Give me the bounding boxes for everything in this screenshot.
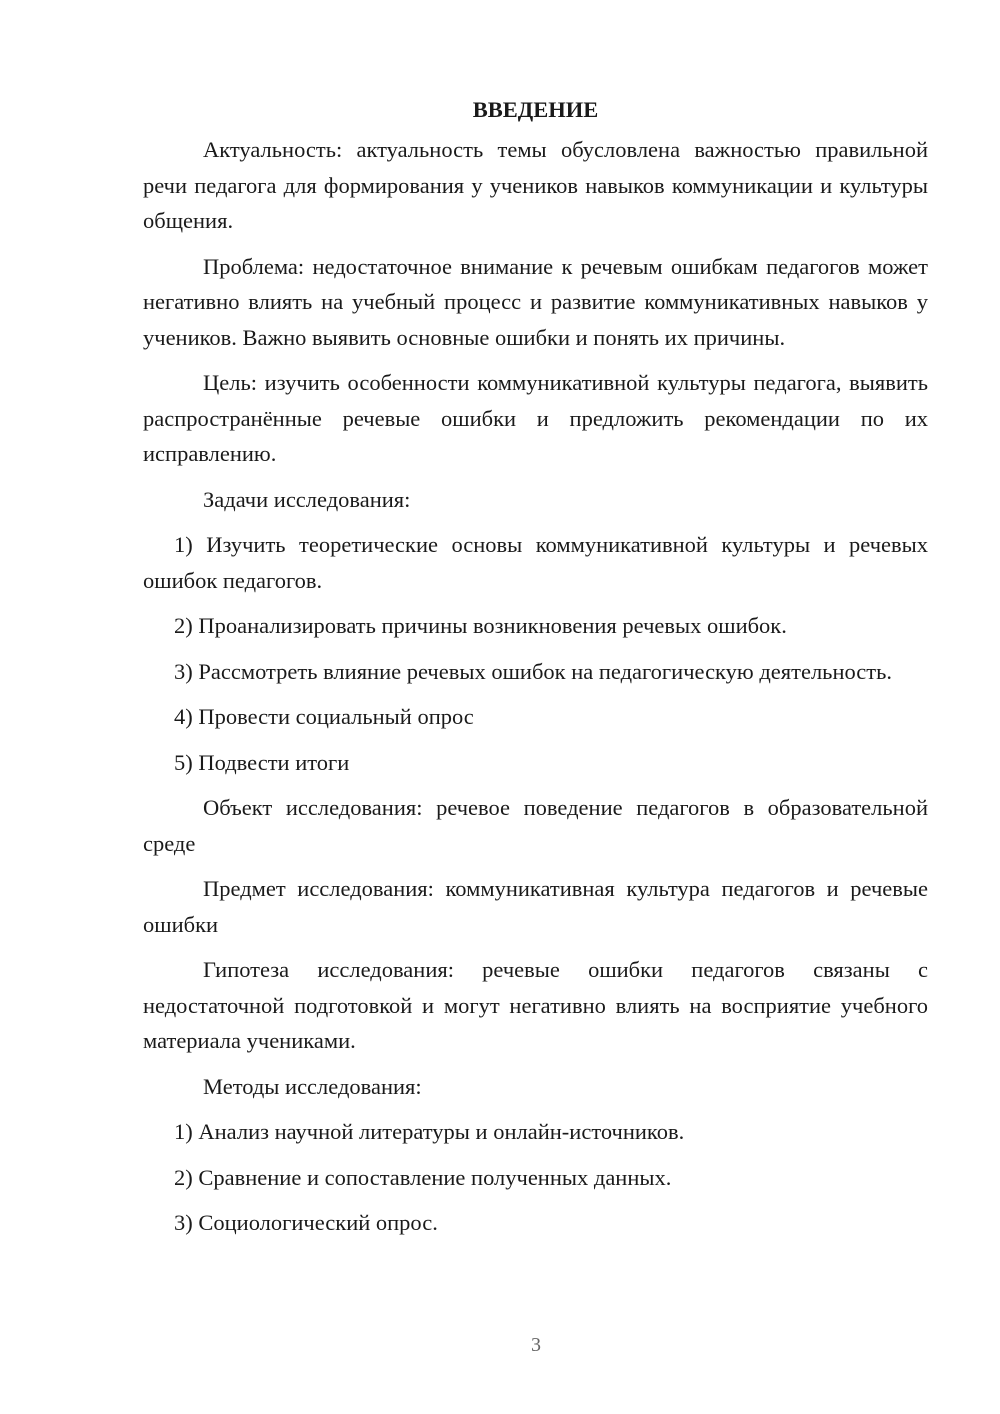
paragraph-tasks-heading: Задачи исследования:	[203, 486, 411, 512]
task-item-3: 3) Рассмотреть влияние речевых ошибок на педагогическую деятельность.	[174, 658, 893, 684]
page-number: 3	[531, 1334, 541, 1356]
task-item-2: 2) Проанализировать причины возникновения речевых ошибок.	[174, 613, 787, 638]
paragraph-methods-heading: Методы исследования:	[203, 1073, 422, 1099]
section-title: ВВЕДЕНИЕ	[472, 97, 599, 122]
task-item-4: 4) Провести социальный опрос	[174, 704, 474, 729]
paragraph-hypothesis: Гипотеза исследования: речевые ошибки педагогов связаны с недостаточной подготовкой и могут негативно влиять на восприятие учебного материала учениками.	[143, 957, 928, 1053]
method-item-3: 3) Социологический опрос.	[174, 1210, 438, 1235]
task-item-1: 1) Изучить теоретические основы коммуникативной культуры и речевых ошибок педагогов.	[143, 532, 928, 593]
method-item-2: 2) Сравнение и сопоставление полученных данных.	[174, 1164, 672, 1190]
paragraph-goal: Цель: изучить особенности коммуникативной культуры педагога, выявить распространённые речевые ошибки и предложить рекомендации по их исправлению.	[143, 370, 928, 466]
paragraph-subject: Предмет исследования: коммуникативная культура педагогов и речевые ошибки	[143, 876, 928, 937]
task-item-5: 5) Подвести итоги	[174, 749, 350, 775]
paragraph-object: Объект исследования: речевое поведение педагогов в образовательной среде	[143, 795, 928, 856]
paragraph-relevance: Актуальность: актуальность темы обусловлена важностью правильной речи педагога для формирования у учеников навыков коммуникации и культуры общения.	[143, 137, 928, 233]
method-item-1: 1) Анализ научной литературы и онлайн-источников.	[174, 1119, 685, 1144]
paragraph-problem: Проблема: недостаточное внимание к речевым ошибкам педагогов может негативно влиять на учебный процесс и развитие коммуникативных навыков у учеников. Важно выявить основные ошибки и понять их причины.	[143, 253, 928, 350]
page-content	[143, 92, 928, 1251]
